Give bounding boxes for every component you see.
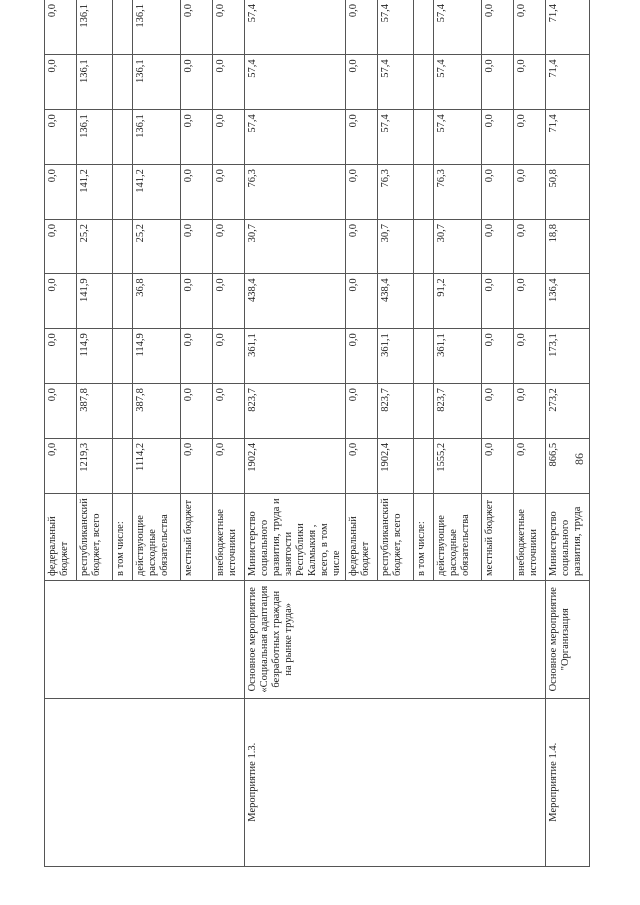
page-number: 86	[572, 453, 586, 465]
value-cell: 76,3	[245, 165, 346, 220]
row-name-cell: Основное мероприятие «Социальная адаптация безработных граждан на рынке труда»	[245, 580, 546, 698]
value-cell: 0,0	[181, 0, 213, 55]
value-cell	[413, 384, 433, 439]
value-cell: 0,0	[45, 274, 77, 329]
value-cell: 136,1	[77, 0, 113, 55]
value-cell: 136,1	[77, 55, 113, 110]
value-cell: 0,0	[181, 438, 213, 493]
value-cell	[113, 0, 133, 55]
resp-cell: Министерство социального развития, труда и занятости Республики Калмыкия , всего, в том числе	[245, 494, 346, 581]
value-cell: 0,0	[181, 219, 213, 273]
value-cell: 0,0	[45, 438, 77, 493]
value-cell: 0,0	[213, 110, 245, 165]
value-cell: 114,9	[77, 329, 113, 384]
value-cell: 57,4	[245, 55, 346, 110]
value-cell	[113, 438, 133, 493]
value-cell: 50,8	[545, 165, 589, 220]
value-cell: 0,0	[345, 274, 377, 329]
value-cell: 0,0	[513, 0, 545, 55]
value-cell: 25,2	[133, 219, 181, 273]
value-cell: 0,0	[213, 274, 245, 329]
value-cell: 0,0	[45, 0, 77, 55]
value-cell: 0,0	[213, 384, 245, 439]
value-cell: 71,4	[545, 0, 589, 55]
value-cell: 1219,3	[77, 438, 113, 493]
resp-cell: действующие расходные обязательства	[433, 494, 481, 581]
value-cell: 57,4	[245, 110, 346, 165]
value-cell	[113, 165, 133, 220]
value-cell: 0,0	[45, 165, 77, 220]
resp-cell: республиканский бюджет, всего	[377, 494, 413, 581]
value-cell: 0,0	[513, 329, 545, 384]
value-cell: 0,0	[345, 110, 377, 165]
value-cell: 387,8	[133, 384, 181, 439]
value-cell: 30,7	[377, 219, 413, 273]
row-name-cell: Основное мероприятие "Организация	[545, 580, 589, 698]
value-cell: 0,0	[481, 110, 513, 165]
value-cell: 25,2	[77, 219, 113, 273]
value-cell: 71,4	[545, 110, 589, 165]
value-cell: 0,0	[181, 274, 213, 329]
value-cell: 0,0	[45, 384, 77, 439]
value-cell: 136,1	[77, 110, 113, 165]
value-cell: 0,0	[345, 0, 377, 55]
value-cell: 0,0	[481, 438, 513, 493]
value-cell: 1555,2	[433, 438, 481, 493]
value-cell: 0,0	[345, 438, 377, 493]
value-cell: 0,0	[181, 384, 213, 439]
table-row	[45, 0, 77, 867]
value-cell: 136,1	[133, 110, 181, 165]
value-cell: 76,3	[433, 165, 481, 220]
value-cell: 0,0	[181, 110, 213, 165]
value-cell: 0,0	[345, 55, 377, 110]
value-cell: 0,0	[513, 55, 545, 110]
value-cell: 71,4	[545, 55, 589, 110]
value-cell: 361,1	[245, 329, 346, 384]
value-cell: 0,0	[481, 55, 513, 110]
value-cell: 0,0	[181, 165, 213, 220]
value-cell: 57,4	[245, 0, 346, 55]
value-cell: 0,0	[513, 110, 545, 165]
resp-cell: республиканский бюджет, всего	[77, 494, 113, 581]
value-cell: 0,0	[513, 384, 545, 439]
value-cell: 0,0	[213, 55, 245, 110]
value-cell: 0,0	[213, 165, 245, 220]
resp-cell: федеральный бюджет	[45, 494, 77, 581]
value-cell	[413, 0, 433, 55]
value-cell: 0,0	[213, 329, 245, 384]
value-cell	[413, 329, 433, 384]
row-code-cell: Мероприятие 1.3.	[245, 698, 546, 866]
table-row	[245, 0, 346, 867]
value-cell: 0,0	[45, 110, 77, 165]
value-cell: 823,7	[245, 384, 346, 439]
value-cell: 0,0	[345, 165, 377, 220]
value-cell: 91,2	[433, 274, 481, 329]
value-cell: 141,2	[77, 165, 113, 220]
value-cell	[413, 219, 433, 273]
value-cell: 136,1	[133, 0, 181, 55]
value-cell: 823,7	[377, 384, 413, 439]
resp-cell: Министерство социального развития, труда	[545, 494, 589, 581]
value-cell: 0,0	[481, 219, 513, 273]
value-cell: 0,0	[481, 329, 513, 384]
value-cell: 0,0	[181, 329, 213, 384]
resp-cell: местный бюджет	[181, 494, 213, 581]
resp-cell: внебюджетные источники	[513, 494, 545, 581]
value-cell: 0,0	[481, 274, 513, 329]
row-code-cell: Мероприятие 1.4.	[545, 698, 589, 866]
value-cell: 0,0	[213, 0, 245, 55]
value-cell: 0,0	[345, 219, 377, 273]
row-name-cell	[45, 580, 245, 698]
value-cell	[113, 219, 133, 273]
resp-cell: внебюджетные источники	[213, 494, 245, 581]
value-cell: 114,9	[133, 329, 181, 384]
value-cell	[113, 274, 133, 329]
budget-table	[44, 0, 590, 867]
value-cell: 866,5	[545, 438, 589, 493]
value-cell	[413, 110, 433, 165]
value-cell	[413, 165, 433, 220]
value-cell	[113, 110, 133, 165]
value-cell: 0,0	[213, 219, 245, 273]
value-cell: 36,8	[133, 274, 181, 329]
value-cell: 361,1	[433, 329, 481, 384]
value-cell: 0,0	[481, 0, 513, 55]
value-cell: 173,1	[545, 329, 589, 384]
value-cell: 0,0	[481, 165, 513, 220]
resp-cell: в том числе:	[413, 494, 433, 581]
value-cell: 57,4	[377, 55, 413, 110]
table-row	[545, 0, 589, 867]
value-cell: 0,0	[45, 219, 77, 273]
value-cell: 57,4	[433, 110, 481, 165]
value-cell: 0,0	[45, 55, 77, 110]
value-cell: 438,4	[377, 274, 413, 329]
row-code-cell	[45, 698, 245, 866]
value-cell: 0,0	[513, 438, 545, 493]
value-cell: 438,4	[245, 274, 346, 329]
value-cell: 136,1	[133, 55, 181, 110]
value-cell: 0,0	[513, 165, 545, 220]
value-cell: 273,2	[545, 384, 589, 439]
value-cell: 30,7	[245, 219, 346, 273]
value-cell: 57,4	[433, 0, 481, 55]
value-cell: 1902,4	[377, 438, 413, 493]
value-cell: 0,0	[481, 384, 513, 439]
value-cell: 361,1	[377, 329, 413, 384]
value-cell: 30,7	[433, 219, 481, 273]
resp-cell: в том числе:	[113, 494, 133, 581]
value-cell: 823,7	[433, 384, 481, 439]
value-cell: 0,0	[345, 329, 377, 384]
value-cell: 141,9	[77, 274, 113, 329]
value-cell: 0,0	[181, 55, 213, 110]
value-cell: 1902,4	[245, 438, 346, 493]
value-cell: 18,8	[545, 219, 589, 273]
value-cell	[113, 329, 133, 384]
value-cell: 57,4	[377, 110, 413, 165]
value-cell	[413, 55, 433, 110]
value-cell: 0,0	[513, 219, 545, 273]
value-cell: 0,0	[345, 384, 377, 439]
value-cell: 76,3	[377, 165, 413, 220]
value-cell	[413, 274, 433, 329]
value-cell: 141,2	[133, 165, 181, 220]
resp-cell: местный бюджет	[481, 494, 513, 581]
value-cell	[413, 438, 433, 493]
value-cell	[113, 384, 133, 439]
value-cell: 136,4	[545, 274, 589, 329]
value-cell: 387,8	[77, 384, 113, 439]
resp-cell: федеральный бюджет	[345, 494, 377, 581]
value-cell: 57,4	[433, 55, 481, 110]
resp-cell: действующие расходные обязательства	[133, 494, 181, 581]
value-cell: 0,0	[213, 438, 245, 493]
value-cell	[113, 55, 133, 110]
value-cell: 1114,2	[133, 438, 181, 493]
value-cell: 0,0	[45, 329, 77, 384]
value-cell: 57,4	[377, 0, 413, 55]
value-cell: 0,0	[513, 274, 545, 329]
